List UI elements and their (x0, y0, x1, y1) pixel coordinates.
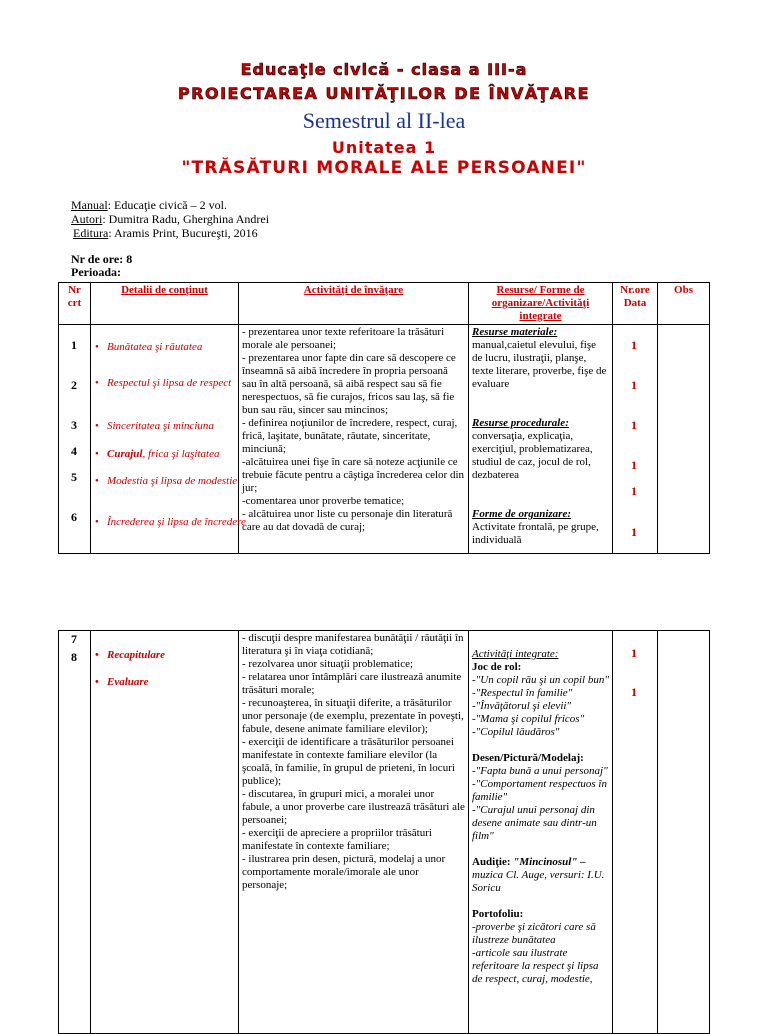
list-item: -"Curajul unui personaj din desene animate sau dintr-un film" (472, 804, 597, 842)
organization-forms-title: Forme de organizare: (472, 508, 571, 520)
row-nr: 8 (71, 650, 77, 664)
list-item: -"Respectul în familie" (472, 687, 573, 699)
activity-item: - alcătuirea unor liste cu personaje din literatură care au dat dovadă de curaj; (242, 508, 453, 533)
header-nr: Nr crt (59, 283, 91, 325)
hours-label: Nr de ore (71, 252, 120, 266)
list-item: -"Învăţătorul şi elevii" (472, 700, 572, 712)
unit-title: "TRĂSĂTURI MORALE ALE PERSOANEI" (181, 158, 587, 178)
row-hours: 1 (631, 685, 637, 699)
activity-item: - relatarea unor întâmplări care ilustrează anumite trăsături morale; (242, 671, 462, 696)
integrated-activities-title: Activităţi integrate: (472, 648, 559, 660)
planning-table-2 (58, 630, 710, 1034)
planning-table-1 (58, 282, 710, 554)
publisher-value: : Aramis Print, Bucureşti, 2016 (108, 226, 258, 240)
table-row (59, 631, 710, 1034)
resources-materials: manual,caietul elevului, fişe de lucru, ilustraţii, planşe, texte literare, proverbe, fişe de evaluare (472, 339, 607, 390)
list-item: • Curajul, frica şi laşitatea (95, 448, 220, 460)
nr-cell (59, 325, 91, 554)
hours-value: : 8 (119, 252, 133, 266)
resources-cell (469, 631, 613, 1034)
audition-line: Audiţie: "Mincinosul" – (472, 856, 586, 868)
activity-item: - discutarea, în grupuri mici, a moralei unor fabule, a unor proverbe care ilustrează trăsături ale persoanei; (242, 788, 465, 826)
authors-value: : Dumitra Radu, Gherghina Andrei (102, 212, 270, 226)
row-hours: 1 (631, 338, 637, 352)
list-item: • Respectul şi lipsa de respect (95, 377, 232, 389)
obs-cell (658, 325, 710, 554)
row-nr: 5 (71, 470, 77, 484)
row-hours: 1 (631, 458, 637, 472)
semester-title: Semestrul al II-lea (302, 108, 466, 133)
list-item: • Bunătatea şi răutatea (95, 341, 203, 353)
list-item: • Evaluare (95, 676, 149, 688)
obs-cell (658, 631, 710, 1034)
list-item: -"Copilul lăudăros" (472, 726, 560, 738)
activity-item: - definirea noţiunilor de încredere, respect, curaj, frică, laşitate, bunătate, răutate, sinceritate, minciună; (242, 417, 458, 455)
row-hours: 1 (631, 484, 637, 498)
activity-item: - ilustrarea prin desen, pictură, modelaj a unor comportamente morale/imorale ale unor personaje; (242, 853, 446, 891)
manual-value: : Educaţie civică – 2 vol. (107, 198, 227, 212)
list-item: -"Fapta bună a unui personaj" (472, 765, 608, 777)
unit-number: Unitatea 1 (331, 138, 437, 157)
portfolio-title: Portofoliu: (472, 908, 524, 920)
list-item: -articole sau ilustrate referitoare la respect şi lipsa de respect, curaj, modestie, (472, 947, 599, 985)
list-item: -proverbe şi zicători care să ilustreze bunătatea (472, 921, 596, 946)
subject-title: Educaţie civică - clasa a III-a (240, 60, 528, 79)
activity-item: - rezolvarea unor situaţii problematice; (242, 658, 414, 670)
publisher-label: Editura (73, 226, 109, 240)
nr-cell (59, 631, 91, 1034)
table-header-row (59, 283, 710, 325)
audition-detail: muzica Cl. Auge, versuri: I.U. Soricu (472, 869, 605, 894)
resources-materials-title: Resurse materiale: (472, 326, 558, 338)
period-label: Perioada: (71, 265, 121, 279)
publisher-line (73, 226, 258, 240)
activity-item: - exerciţii de identificare a trăsăturilor persoanei manifestate în contexte familiare elevilor (la şcoală, în familie, în grupul de prieteni, în locuri publice); (242, 736, 455, 787)
activities-cell (239, 325, 469, 554)
row-hours: 1 (631, 418, 637, 432)
header-details: Detalii de conţinut (91, 283, 239, 325)
header-hours: Nr.ore Data (613, 283, 658, 325)
activity-item: - exerciţii de apreciere a propriilor trăsături manifestate în contexte familiare; (242, 827, 432, 852)
role-play-title: Joc de rol: (472, 661, 522, 673)
activity-item: - discuţii despre manifestarea bunătăţii / răutăţii în literatura şi în viaţa cotidiană; (242, 632, 464, 657)
row-nr: 1 (71, 338, 77, 352)
list-item: • Sinceritatea şi minciuna (95, 420, 214, 432)
list-item: • Încrederea şi lipsa de încredere (95, 516, 246, 528)
row-nr: 2 (71, 378, 77, 392)
resources-procedural-title: Resurse procedurale: (472, 417, 569, 429)
manual-label: Manual (71, 198, 108, 212)
header-obs: Obs (658, 283, 710, 325)
list-item: -"Un copil rău şi un copil bun" (472, 674, 609, 686)
row-nr: 3 (71, 418, 77, 432)
row-hours: 1 (631, 525, 637, 539)
organization-forms: Activitate frontală, pe grupe, individuală (472, 521, 599, 546)
list-item: -"Mama şi copilul fricos" (472, 713, 585, 725)
resources-cell (469, 325, 613, 554)
list-item: -"Comportament respectuos în familie" (472, 778, 607, 803)
details-cell (91, 631, 239, 1034)
row-hours: 1 (631, 378, 637, 392)
authors-label: Autori (71, 212, 103, 226)
hours-line (71, 252, 132, 266)
activity-item: -comentarea unor proverbe tematice; (242, 495, 405, 507)
header-resources: Resurse/ Forme de organizare/Activităţi integrate (469, 283, 613, 325)
document-title: PROIECTAREA UNITĂŢILOR DE ÎNVĂŢARE (177, 84, 591, 103)
activity-item: - recunoaşterea, în situaţii diferite, a trăsăturilor unor personaje (de exemplu, prezentate în poveşti, fabule, desene animate familiare elevilor); (242, 697, 464, 735)
list-item: • Recapitulare (95, 649, 166, 661)
activity-item: -alcătuirea unei fişe în care să noteze acţiunile ce trebuie făcute pentru a câştiga încrederea celor din jur; (242, 456, 465, 494)
hours-cell (613, 325, 658, 554)
details-cell (91, 325, 246, 554)
activity-item: - prezentarea unor fapte din care să descopere ce înseamnă să aibă încredere în propria persoană sau în altă persoană, să aibă respect sau să fie nerespectuos, să fie curajos, fricos sau laş, să fie bun sau rău, sincer sau mincinos; (242, 352, 456, 416)
header-activities: Activităţi de învăţare (239, 283, 469, 325)
row-nr: 7 (71, 632, 77, 646)
manual-line (71, 198, 227, 212)
authors-line (71, 212, 269, 226)
row-hours: 1 (631, 646, 637, 660)
drawing-title: Desen/Pictură/Modelaj: (472, 752, 584, 764)
table-row (59, 325, 710, 554)
row-nr: 6 (71, 510, 77, 524)
hours-cell (613, 631, 658, 1034)
list-item: • Modestia şi lipsa de modestie (95, 475, 238, 487)
activities-cell (239, 631, 469, 1034)
activity-item: - prezentarea unor texte referitoare la trăsături morale ale persoanei; (242, 326, 445, 351)
row-nr: 4 (71, 444, 77, 458)
resources-procedural: conversaţia, explicaţia, exerciţiul, problematizarea, studiul de caz, jocul de rol, dezbaterea (472, 430, 593, 481)
